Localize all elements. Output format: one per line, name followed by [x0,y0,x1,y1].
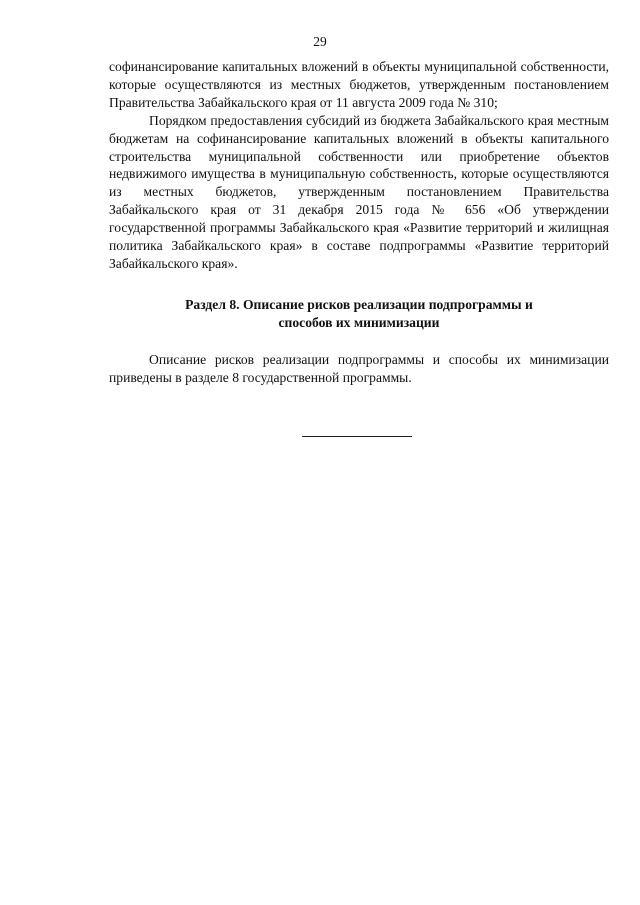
section-heading-line-2: способов их минимизации [278,314,440,330]
document-body [109,58,609,387]
end-separator-line [302,436,412,437]
paragraph-procedure: Порядком предоставления субсидий из бюджета Забайкальского края местным бюджетам на софинансирование капитальных вложений в объекты капитального строительства муниципальной собственности или приобретение объектов недвижимого имущества в муниципальную собственность, которые осуществляются из местных бюджетов, утвержденным постановлением Правительства Забайкальского края от 31 декабря 2015 года № 656 «Об утверждении государственной программы Забайкальского края «Развитие территорий и жилищная политика Забайкальского края» в составе подпрограммы «Развитие территорий Забайкальского края». [109,112,609,271]
section-heading [109,296,609,332]
paragraph-continuation: софинансирование капитальных вложений в объекты муниципальной собственности, которые осуществляются из местных бюджетов, утвержденным постановлением Правительства Забайкальского края от 11 августа 2009 года № 310; [109,59,609,110]
section-heading-line-1: Раздел 8. Описание рисков реализации подпрограммы и [185,296,533,312]
page-number: 29 [313,34,327,49]
section-paragraph: Описание рисков реализации подпрограммы и способы их минимизации приведены в разделе 8 государственной программы. [109,351,609,385]
